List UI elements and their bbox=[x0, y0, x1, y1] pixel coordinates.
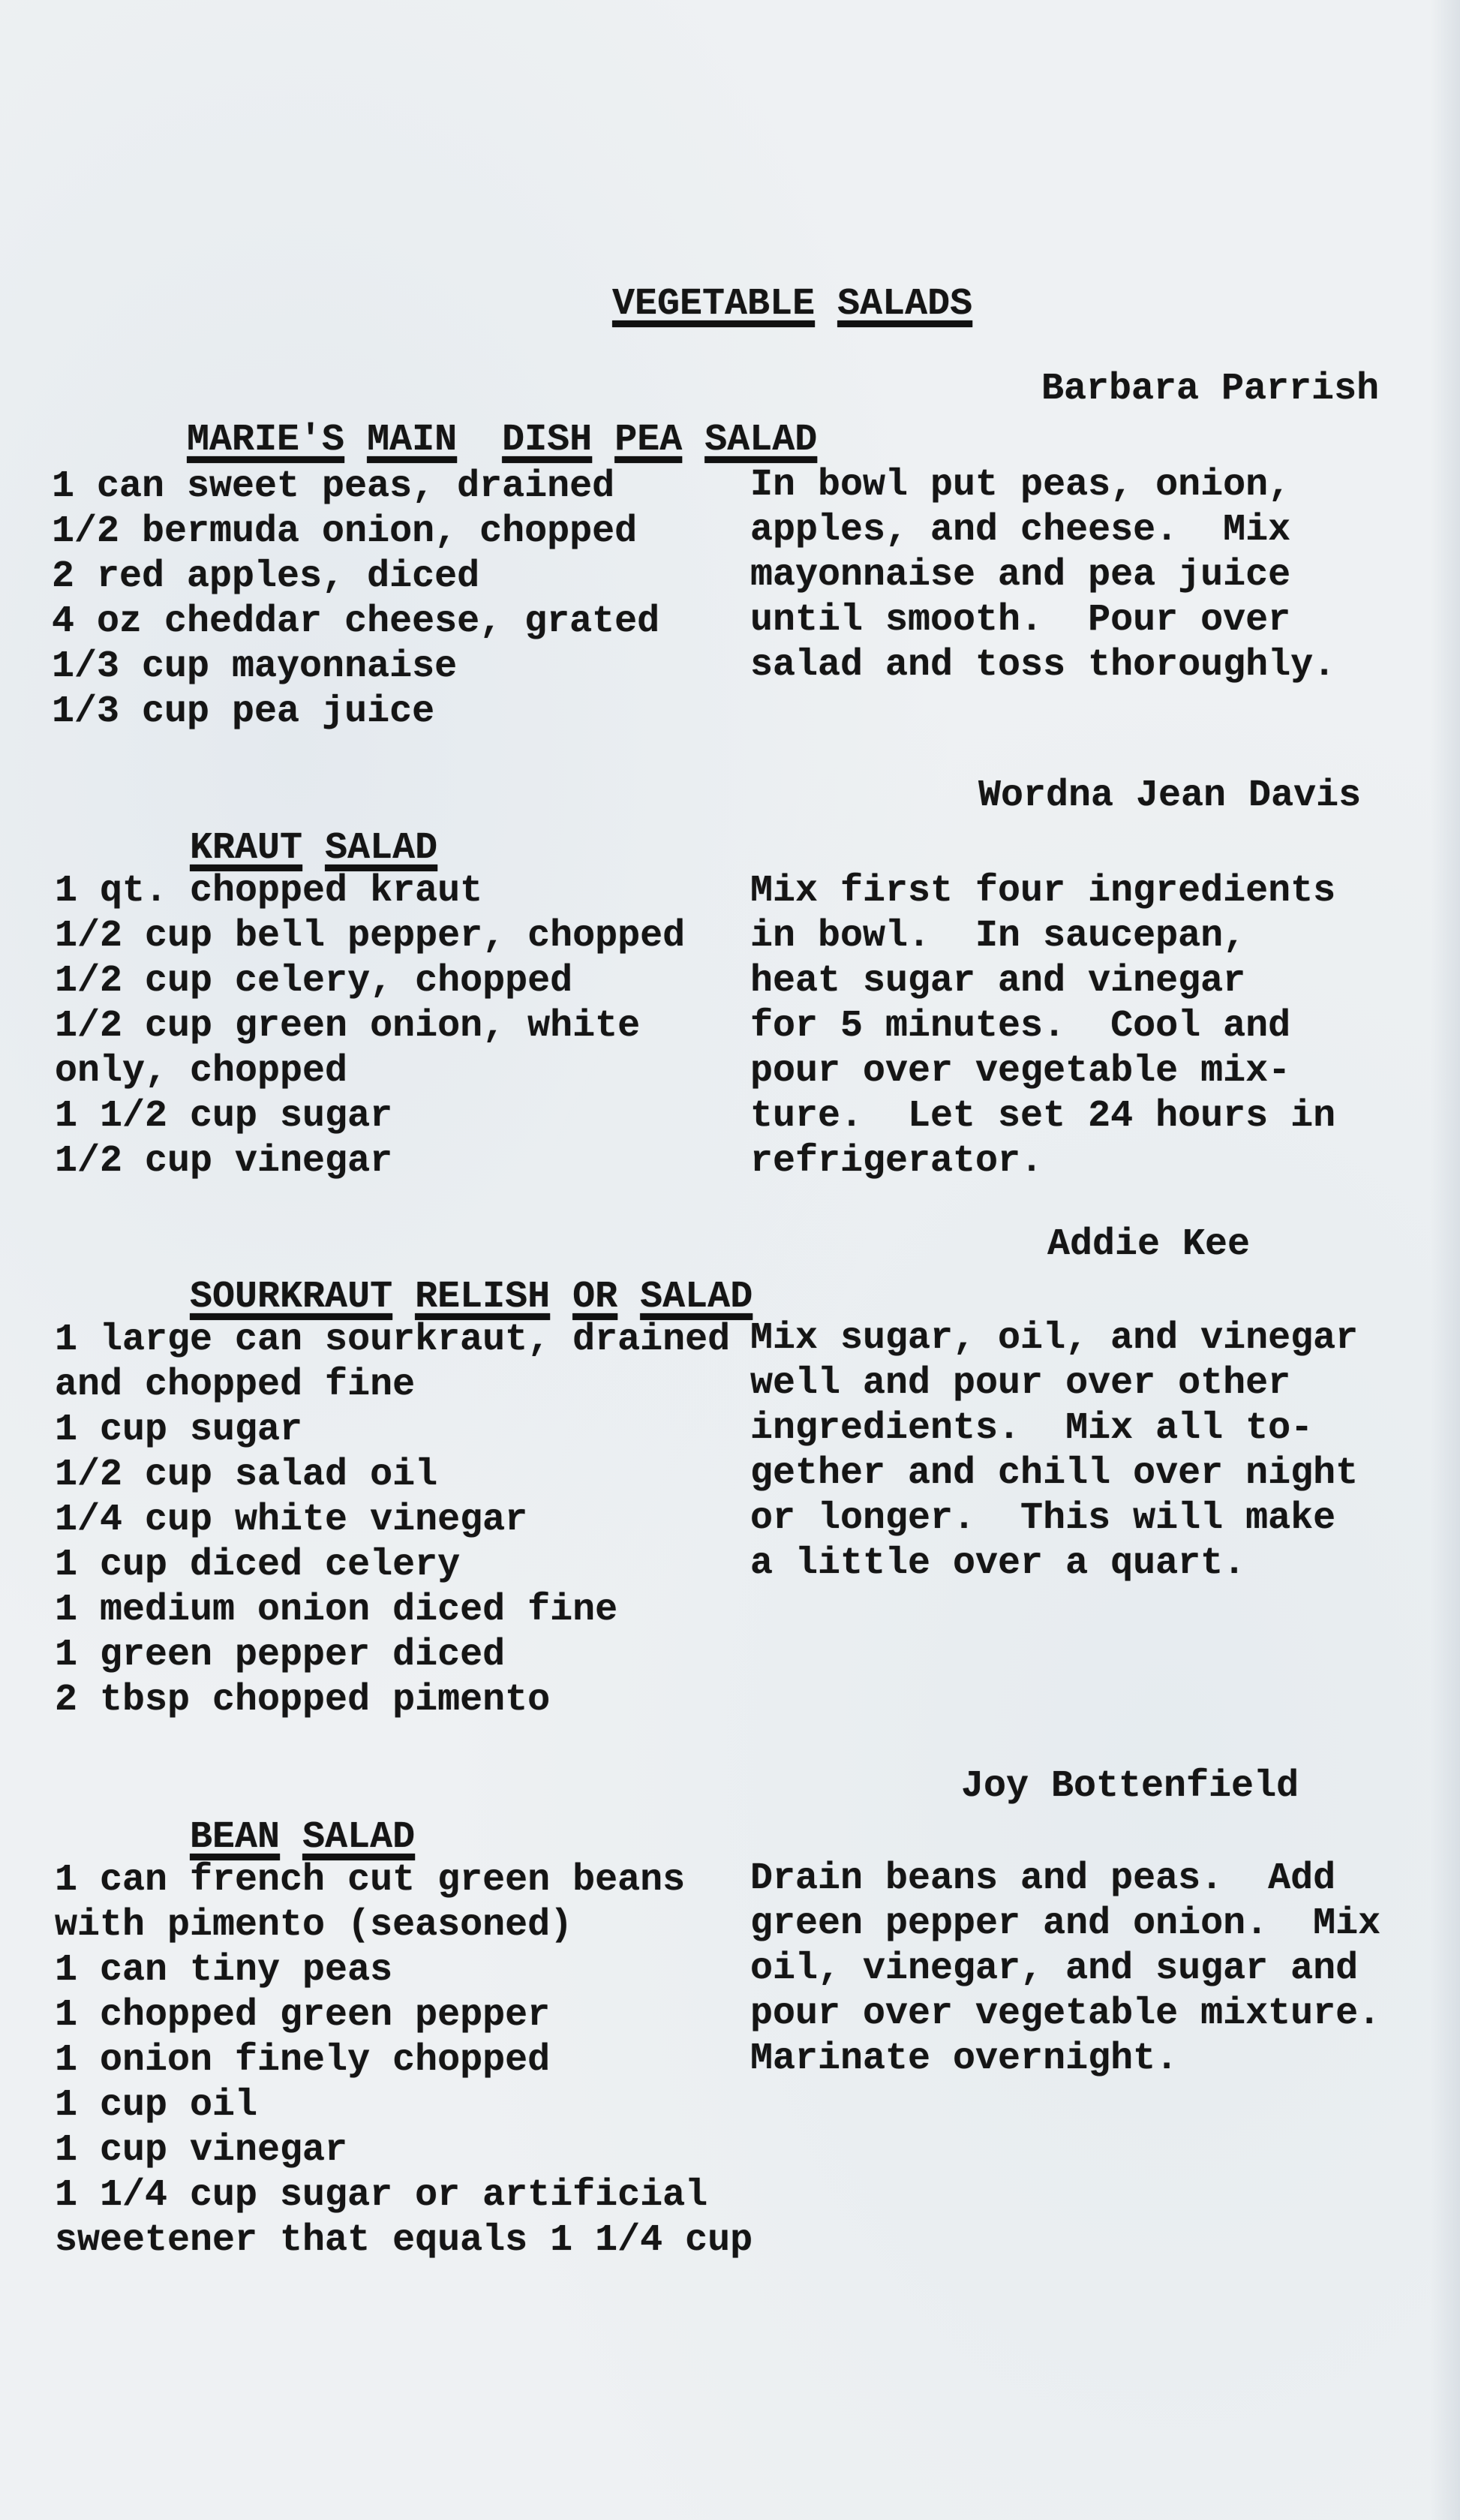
instruction-line: gether and chill over night bbox=[750, 1452, 1359, 1495]
ingredient: sweetener that equals 1 1/4 cup bbox=[55, 2219, 753, 2262]
instructions bbox=[750, 1316, 1358, 1586]
ingredient: 1 cup vinegar bbox=[55, 2129, 348, 2172]
instruction-line: until smooth. Pour over bbox=[750, 599, 1291, 642]
ingredient: 1/2 cup salad oil bbox=[55, 1454, 438, 1496]
ingredient: 1/2 cup bell pepper, chopped bbox=[55, 915, 686, 958]
instruction-line: mayonnaise and pea juice bbox=[750, 554, 1291, 597]
ingredient: only, chopped bbox=[55, 1050, 348, 1093]
ingredient: 1 medium onion diced fine bbox=[55, 1589, 618, 1631]
recipe-title-word: DISH bbox=[502, 419, 593, 462]
page-title bbox=[522, 237, 972, 372]
instruction-line: Mix sugar, oil, and vinegar bbox=[750, 1317, 1359, 1360]
instruction-line: salad and toss thoroughly. bbox=[750, 644, 1336, 687]
page-title-word: VEGETABLE bbox=[612, 283, 816, 326]
ingredient: 1 chopped green pepper bbox=[55, 1994, 551, 2037]
ingredient: 1/2 cup green onion, white bbox=[55, 1005, 641, 1048]
ingredient: 4 oz cheddar cheese, grated bbox=[52, 600, 660, 643]
instruction-line: a little over a quart. bbox=[750, 1542, 1246, 1585]
instruction-line: Drain beans and peas. Add bbox=[750, 1857, 1336, 1900]
instruction-line: ingredients. Mix all to- bbox=[750, 1407, 1314, 1450]
recipe-title-word: SALAD bbox=[704, 419, 818, 462]
recipe-author: Joy Bottenfield bbox=[961, 1765, 1299, 1808]
recipe-author: Addie Kee bbox=[1047, 1223, 1251, 1266]
recipe-title-word: BEAN bbox=[190, 1816, 281, 1859]
recipe-title-word: SALAD bbox=[640, 1276, 753, 1319]
ingredient: 1/3 cup mayonnaise bbox=[52, 645, 458, 688]
instruction-line: ture. Let set 24 hours in bbox=[750, 1095, 1336, 1138]
ingredient: 1 cup sugar bbox=[55, 1409, 303, 1451]
ingredient: 2 red apples, diced bbox=[52, 555, 480, 598]
ingredient-list bbox=[55, 869, 685, 1184]
instruction-line: Mix first four ingredients bbox=[750, 870, 1336, 913]
ingredient-list bbox=[55, 1318, 730, 1723]
ingredient: 1 onion finely chopped bbox=[55, 2039, 551, 2082]
recipe-title-word: RELISH bbox=[415, 1276, 551, 1319]
instruction-line: in bowl. In saucepan, bbox=[750, 915, 1246, 958]
instruction-line: heat sugar and vinegar bbox=[750, 960, 1246, 1003]
instruction-line: oil, vinegar, and sugar and bbox=[750, 1947, 1359, 1990]
ingredient: 1 cup oil bbox=[55, 2084, 258, 2127]
ingredient: 1 can french cut green beans bbox=[55, 1859, 686, 1902]
recipe-author: Wordna Jean Davis bbox=[978, 774, 1362, 817]
ingredient: 1/2 cup vinegar bbox=[55, 1140, 393, 1183]
page-edge-shadow bbox=[1430, 0, 1460, 2520]
recipe-title-word: OR bbox=[572, 1276, 618, 1319]
instructions bbox=[750, 1857, 1380, 2082]
instruction-line: apples, and cheese. Mix bbox=[750, 509, 1291, 552]
ingredient: 1 1/2 cup sugar bbox=[55, 1095, 393, 1138]
instruction-line: or longer. This will make bbox=[750, 1497, 1336, 1540]
ingredient: 2 tbsp chopped pimento bbox=[55, 1679, 551, 1722]
instruction-line: well and pour over other bbox=[750, 1362, 1291, 1405]
instructions bbox=[750, 869, 1335, 1184]
ingredient: 1/3 cup pea juice bbox=[52, 690, 435, 733]
ingredient: 1/4 cup white vinegar bbox=[55, 1499, 528, 1541]
ingredient: and chopped fine bbox=[55, 1364, 416, 1406]
recipe-title-word: SALAD bbox=[325, 827, 438, 870]
instruction-line: for 5 minutes. Cool and bbox=[750, 1005, 1291, 1048]
ingredient: 1 1/4 cup sugar or artificial bbox=[55, 2174, 708, 2217]
ingredient: 1 cup diced celery bbox=[55, 1544, 461, 1586]
instruction-line: green pepper and onion. Mix bbox=[750, 1902, 1381, 1945]
recipe-title-word: SALAD bbox=[302, 1816, 416, 1859]
recipe-author: Barbara Parrish bbox=[1041, 368, 1380, 410]
ingredient: 1/2 cup celery, chopped bbox=[55, 960, 573, 1003]
ingredient: 1/2 bermuda onion, chopped bbox=[52, 510, 638, 553]
recipe-title-word: MAIN bbox=[367, 419, 458, 462]
instruction-line: pour over vegetable mix- bbox=[750, 1050, 1291, 1093]
recipe-title-word: PEA bbox=[614, 419, 683, 462]
recipe-title-word: MARIE'S bbox=[187, 419, 345, 462]
ingredient: 1 qt. chopped kraut bbox=[55, 870, 483, 913]
instruction-line: In bowl put peas, onion, bbox=[750, 464, 1291, 507]
ingredient: 1 green pepper diced bbox=[55, 1634, 506, 1676]
instruction-line: pour over vegetable mixture. bbox=[750, 1992, 1381, 2035]
ingredient-list bbox=[52, 465, 659, 735]
instruction-line: refrigerator. bbox=[750, 1140, 1044, 1183]
instructions bbox=[750, 463, 1335, 688]
recipe-title-word: SOURKRAUT bbox=[190, 1276, 393, 1319]
recipe-title-word: KRAUT bbox=[190, 827, 303, 870]
instruction-line: Marinate overnight. bbox=[750, 2037, 1179, 2080]
ingredient-list bbox=[55, 1858, 753, 2263]
ingredient: 1 can sweet peas, drained bbox=[52, 465, 615, 508]
ingredient: 1 large can sourkraut, drained bbox=[55, 1319, 731, 1361]
ingredient: with pimento (seasoned) bbox=[55, 1904, 573, 1947]
ingredient: 1 can tiny peas bbox=[55, 1949, 393, 1992]
page-title-word: SALADS bbox=[837, 283, 973, 326]
